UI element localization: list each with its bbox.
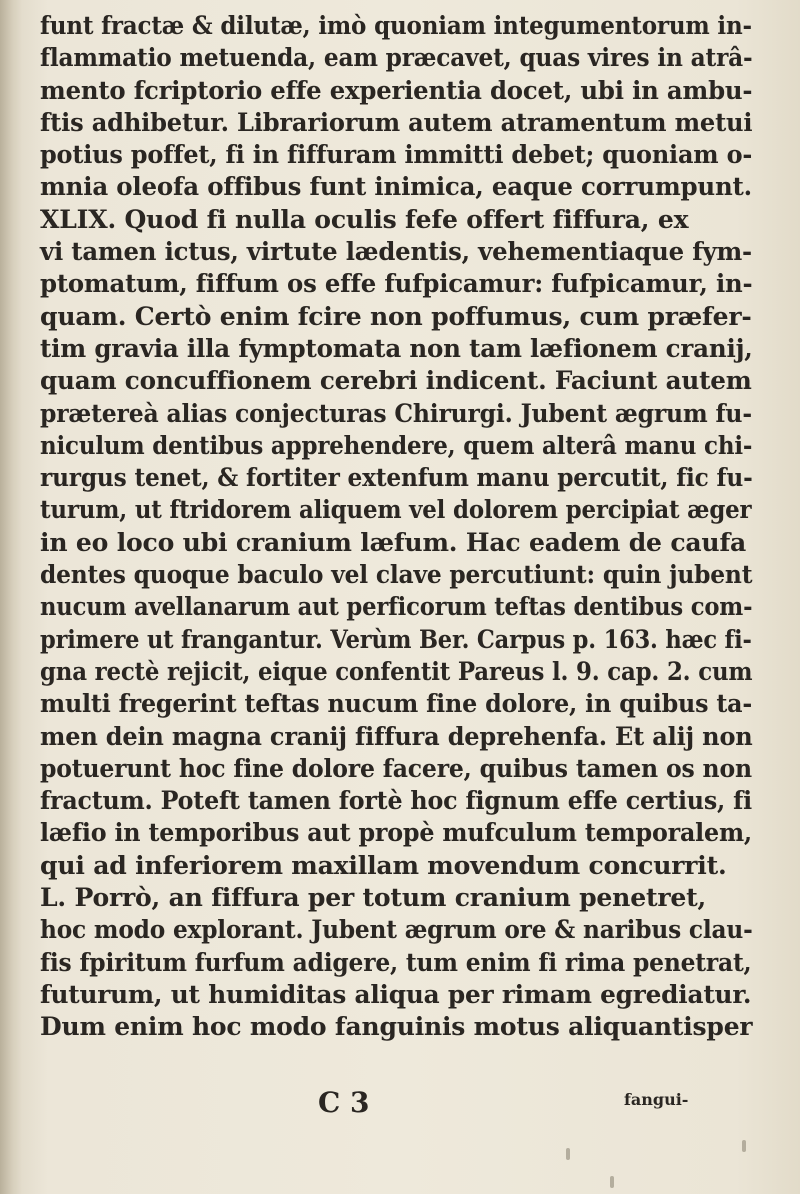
text-line: ptomatum, fiffum os effe fufpicamur: fufpicamur, in-: [40, 269, 753, 299]
text-line: quam concuffionem cerebri indicent. Faciunt autem: [40, 366, 752, 396]
page-gutter-shadow: [0, 0, 22, 1194]
text-line: tim gravia illa fymptomata non tam læfionem cranij,: [40, 333, 753, 363]
text-line: dentes quoque baculo vel clave percutiunt: quin jubent: [40, 560, 753, 590]
text-line: rurgus tenet, & fortiter extenfum manu percutit, fic fu-: [40, 463, 753, 493]
text-line: L. Porrò, an fiffura per totum cranium penetret,: [40, 883, 707, 913]
text-line: potius poffet, fi in fiffuram immitti debet; quoniam o-: [40, 140, 753, 170]
text-line: multi fregerint teftas nucum fine dolore, in quibus ta-: [40, 689, 753, 719]
text-line: potuerunt hoc fine dolore facere, quibus tamen os non: [40, 753, 752, 783]
paper-speck: [566, 1148, 570, 1160]
text-line: funt fractæ & dilutæ, imò quoniam integumentorum in-: [40, 11, 752, 40]
text-line: gna rectè rejicit, eique confentit Pareus l. 9. cap. 2. cum: [40, 656, 753, 686]
text-line: ftis adhibetur. Librariorum autem atramentum metui: [40, 107, 753, 137]
text-line: vi tamen ictus, virtute lædentis, vehementiaque fym-: [40, 237, 752, 267]
text-line: mnia oleofa offibus funt inimica, eaque corrumpunt.: [40, 172, 752, 202]
text-line: futurum, ut humiditas aliqua per rimam egrediatur.: [40, 979, 752, 1009]
text-line: quam. Certò enim fcire non poffumus, cum præfer-: [40, 301, 752, 331]
text-line: qui ad inferiorem maxillam movendum concurrit.: [40, 850, 727, 880]
text-line: fractum. Poteft tamen fortè hoc fignum effe certius, fi: [40, 786, 752, 816]
text-line: XLIX. Quod fi nulla oculis fefe offert fiffura, ex: [40, 204, 689, 234]
text-line: in eo loco ubi cranium læfum. Hac eadem de caufa: [40, 527, 747, 557]
text-line: men dein magna cranij fiffura deprehenfa. Et alij non: [40, 721, 753, 751]
signature-mark: C 3: [318, 1086, 370, 1119]
text-line: turum, ut ftridorem aliquem vel dolorem percipiat æger: [40, 495, 752, 525]
paper-speck: [742, 1140, 746, 1152]
text-line: læfio in temporibus aut propè mufculum temporalem,: [40, 818, 753, 848]
text-line: nucum avellanarum aut perficorum teftas dentibus com-: [40, 592, 753, 622]
text-line: Dum enim hoc modo fanguinis motus aliquantisper: [40, 1012, 753, 1042]
text-line: primere ut frangantur. Verùm Ber. Carpus p. 163. hæc fi-: [40, 624, 752, 654]
catchword: fangui-: [624, 1090, 689, 1109]
text-line: fis fpiritum furfum adigere, tum enim fi rima penetrat,: [40, 947, 752, 977]
text-line: niculum dentibus apprehendere, quem alterâ manu chi-: [40, 430, 753, 460]
text-line: mento fcriptorio effe experientia docet, ubi in ambu-: [40, 75, 753, 105]
text-line: flammatio metuenda, eam præcavet, quas vires in atrâ-: [40, 43, 753, 73]
body-text: [40, 10, 753, 1044]
text-line: hoc modo explorant. Jubent ægrum ore & naribus clau-: [40, 915, 753, 945]
paper-speck: [610, 1176, 614, 1188]
text-line: prætereà alias conjecturas Chirurgi. Jubent ægrum fu-: [40, 398, 752, 428]
